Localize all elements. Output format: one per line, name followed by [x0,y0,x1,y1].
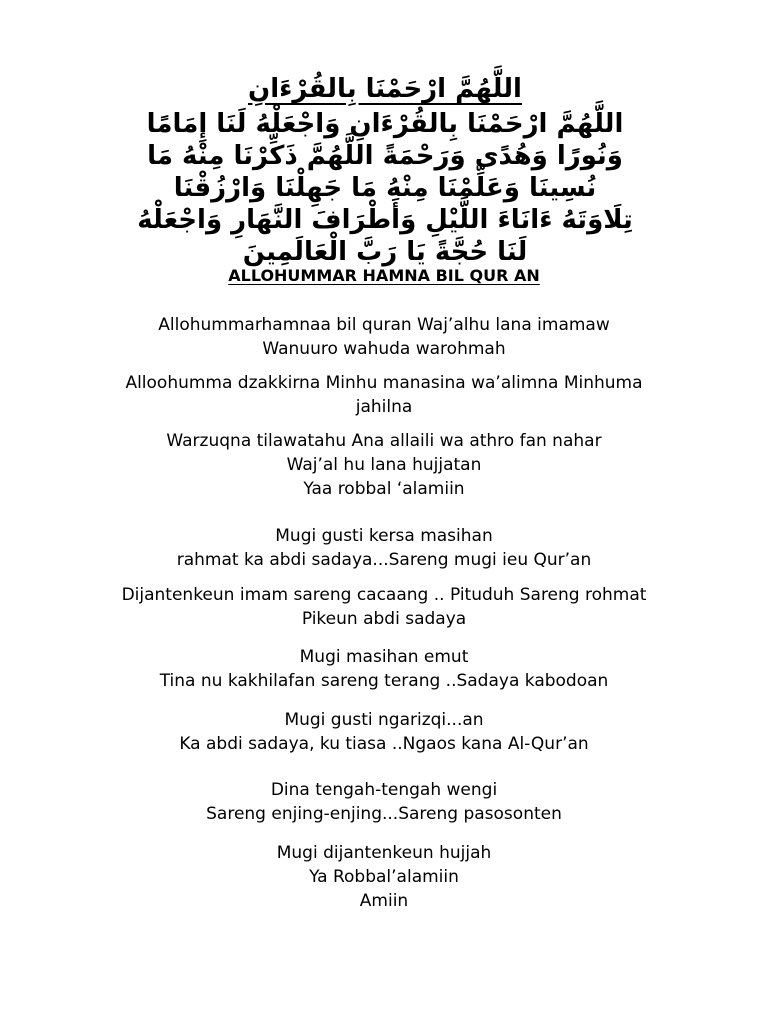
arabic-line: نُسِينَا وَعَلِّمْنَا مِنْهُ مَا جَهِلْنَا وَارْزُقْنَا [173,173,597,203]
stanza-1 [60,313,708,361]
stanza-line: Yaa robbal ‘alamiin [303,479,465,499]
stanza-line: Ya Robbal’alamiin [309,867,459,887]
stanza-4 [60,524,708,572]
stanza-5 [60,583,708,631]
stanza-9 [60,841,708,913]
stanza-line: Dina tengah-tengah wengi [270,780,498,800]
stanza-line: Sareng enjing-enjing...Sareng pasosonten [206,804,562,824]
stanza-line: Warzuqna tilawatahu Ana allaili wa athro fan nahar [166,431,602,451]
stanza-line: Ka abdi sadaya, ku tiasa ..Ngaos kana Al-Qur’an [179,734,589,754]
arabic-line: وَنُورًا وَهُدًى وَرَحْمَةً اللَّهُمَّ ذَكِّرْنَا مِنْهُ مَا [147,141,623,171]
arabic-line: اللَّهُمَّ ارْحَمْنَا بِالقُرْءَانِ وَاجْعَلْهُ لَنَا إِمَامًا [146,109,624,139]
stanza-line: jahilna [355,397,413,417]
arabic-line: لَنَا حُجَّةً يَا رَبَّ الْعَالَمِينَ [242,237,528,267]
stanza-line: Amiin [359,891,409,911]
stanza-line: Allohummarhamnaa bil quran Waj’alhu lana imamaw [158,315,610,335]
stanza-line: Alloohumma dzakkirna Minhu manasina wa’alimna Minhuma [125,373,643,393]
stanza-line: Dijantenkeun imam sareng cacaang .. Pituduh Sareng rohmat [121,585,647,605]
stanza-8 [60,778,708,826]
stanza-line: Wanuuro wahuda warohmah [262,339,506,359]
stanza-3 [60,429,708,501]
stanza-line: Pikeun abdi sadaya [301,609,467,629]
stanza-line: Mugi masihan emut [299,647,469,667]
stanza-line: rahmat ka abdi sadaya...Sareng mugi ieu Qur’an [176,550,592,570]
stanza-line: Waj’al hu lana hujjatan [286,455,482,475]
arabic-line: تِلَاوَتَهُ ءَانَاءَ اللَّيْلِ وَأَطْرَافَ النَّهَارِ وَاجْعَلْهُ [137,205,633,235]
stanza-6 [60,645,708,693]
arabic-prayer-block [90,70,680,268]
stanza-line: Mugi gusti ngarizqi...an [284,710,484,730]
latin-title: ALLOHUMMAR HAMNA BIL QUR AN [228,266,540,285]
stanza-2 [60,371,708,419]
stanza-line: Mugi gusti kersa masihan [275,526,493,546]
stanza-line: Tina nu kakhilafan sareng terang ..Sadaya kabodoan [159,671,609,691]
stanza-7 [60,708,708,756]
stanza-line: Mugi dijantenkeun hujjah [276,843,492,863]
arabic-title: اللَّهُمَّ ارْحَمْنَا بِالقُرْءَانِ [248,74,522,104]
